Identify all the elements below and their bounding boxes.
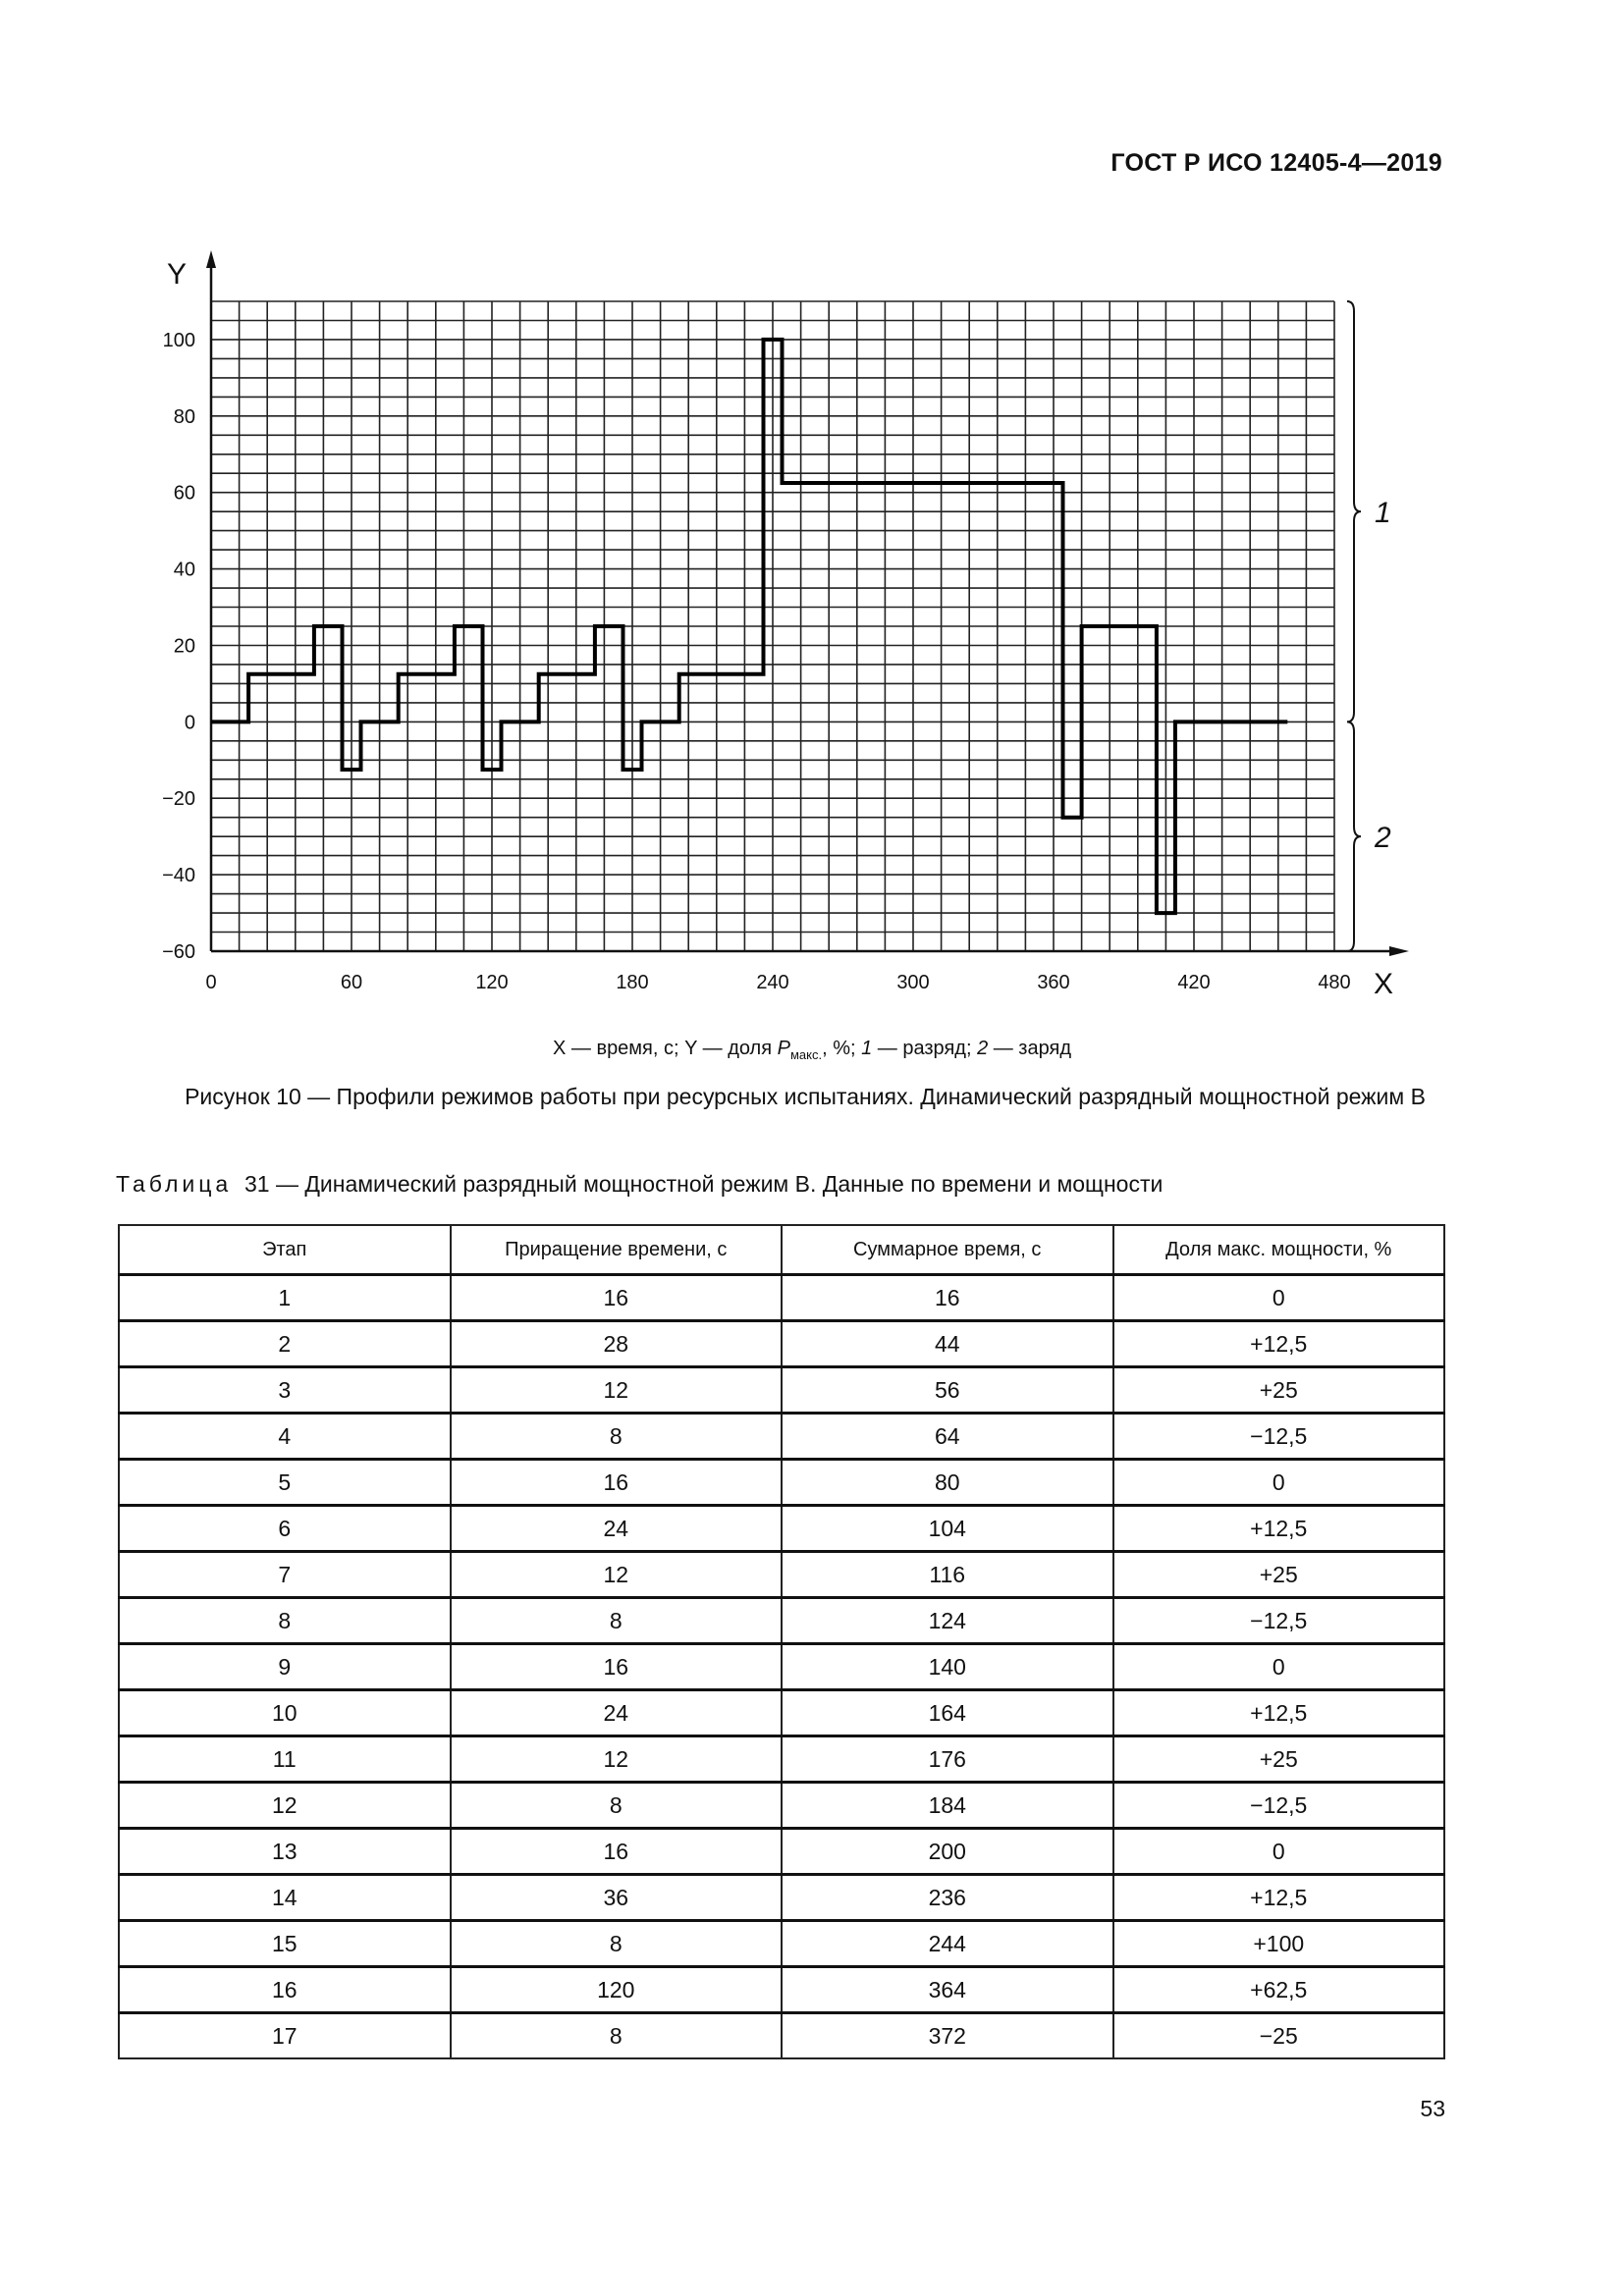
y-tick-label: −60: [162, 941, 195, 963]
y-tick-label: 0: [184, 712, 195, 734]
x-tick-label: 480: [1318, 972, 1351, 993]
table-header-row: [119, 1225, 1444, 1275]
cell-total-time: 104: [782, 1506, 1113, 1552]
table-row: [119, 1460, 1444, 1506]
legend-number-1: 1: [861, 1038, 873, 1059]
cell-time-increment: 12: [451, 1736, 783, 1783]
table-row: [119, 1783, 1444, 1829]
cell-time-increment: 24: [451, 1690, 783, 1736]
cell-time-increment: 8: [451, 1921, 783, 1967]
cell-total-time: 124: [782, 1598, 1113, 1644]
y-tick-label: −40: [162, 865, 195, 887]
table-title-text: 31 — Динамический разрядный мощностной режим В. Данные по времени и мощности: [244, 1171, 1164, 1197]
cell-time-increment: 24: [451, 1506, 783, 1552]
annotation-label-1: 1: [1375, 497, 1391, 530]
cell-stage: 15: [119, 1921, 451, 1967]
cell-total-time: 64: [782, 1414, 1113, 1460]
cell-power-share: −12,5: [1113, 1414, 1445, 1460]
cell-total-time: 236: [782, 1875, 1113, 1921]
cell-time-increment: 36: [451, 1875, 783, 1921]
cell-time-increment: 8: [451, 1598, 783, 1644]
legend-number-2: 2: [977, 1038, 989, 1059]
cell-time-increment: 8: [451, 2013, 783, 2059]
table-row: [119, 1414, 1444, 1460]
cell-stage: 13: [119, 1829, 451, 1875]
cell-total-time: 184: [782, 1783, 1113, 1829]
cell-time-increment: 12: [451, 1552, 783, 1598]
table-row: [119, 1367, 1444, 1414]
y-tick-label: 80: [173, 405, 195, 428]
x-tick-label: 240: [756, 972, 789, 993]
header-power-share: Доля макс. мощности, %: [1113, 1225, 1445, 1275]
cell-time-increment: 16: [451, 1829, 783, 1875]
cell-power-share: 0: [1113, 1829, 1445, 1875]
y-tick-label: −20: [162, 788, 195, 811]
table-row: [119, 1921, 1444, 1967]
cell-total-time: 140: [782, 1644, 1113, 1690]
table-row: [119, 1321, 1444, 1367]
cell-stage: 11: [119, 1736, 451, 1783]
figure-legend: [0, 1038, 1624, 1062]
chart-grid: [211, 301, 1334, 951]
data-table: [118, 1224, 1445, 2059]
y-tick-label: 100: [162, 329, 195, 351]
cell-stage: 9: [119, 1644, 451, 1690]
cell-time-increment: 16: [451, 1275, 783, 1321]
cell-total-time: 80: [782, 1460, 1113, 1506]
x-tick-label: 360: [1037, 972, 1070, 993]
legend-units: , %;: [822, 1038, 862, 1059]
x-tick-label: 180: [616, 972, 649, 993]
cell-total-time: 164: [782, 1690, 1113, 1736]
cell-stage: 2: [119, 1321, 451, 1367]
cell-time-increment: 12: [451, 1367, 783, 1414]
x-tick-label: 300: [896, 972, 930, 993]
table-row: [119, 1690, 1444, 1736]
annotation-brace-1: [1347, 301, 1361, 721]
cell-stage: 4: [119, 1414, 451, 1460]
table-row: [119, 1275, 1444, 1321]
annotation-label-2: 2: [1375, 822, 1391, 855]
cell-time-increment: 28: [451, 1321, 783, 1367]
power-profile-chart: [0, 0, 1624, 1021]
cell-power-share: +25: [1113, 1552, 1445, 1598]
legend-axes: X — время, с; Y — доля: [552, 1038, 778, 1059]
cell-total-time: 16: [782, 1275, 1113, 1321]
cell-power-share: +25: [1113, 1736, 1445, 1783]
cell-total-time: 44: [782, 1321, 1113, 1367]
cell-power-share: +12,5: [1113, 1506, 1445, 1552]
cell-stage: 6: [119, 1506, 451, 1552]
table-row: [119, 1736, 1444, 1783]
table-body: [119, 1275, 1444, 2059]
y-tick-label: 20: [173, 635, 195, 658]
cell-total-time: 200: [782, 1829, 1113, 1875]
table-label: Таблица: [116, 1171, 233, 1197]
cell-time-increment: 16: [451, 1644, 783, 1690]
header-time-increment: Приращение времени, с: [451, 1225, 783, 1275]
legend-discharge: — разряд;: [872, 1038, 978, 1059]
cell-stage: 8: [119, 1598, 451, 1644]
cell-power-share: −12,5: [1113, 1598, 1445, 1644]
x-tick-label: 0: [205, 972, 217, 993]
table-row: [119, 1644, 1444, 1690]
cell-stage: 5: [119, 1460, 451, 1506]
x-tick-label: 120: [475, 972, 509, 993]
header-stage: Этап: [119, 1225, 451, 1275]
cell-total-time: 56: [782, 1367, 1113, 1414]
table-title: [116, 1171, 1163, 1198]
cell-stage: 14: [119, 1875, 451, 1921]
cell-total-time: 116: [782, 1552, 1113, 1598]
cell-total-time: 244: [782, 1921, 1113, 1967]
table-row: [119, 1552, 1444, 1598]
x-axis-label: X: [1373, 968, 1394, 1000]
table-row: [119, 1598, 1444, 1644]
y-axis-arrow: [206, 250, 216, 268]
cell-stage: 16: [119, 1967, 451, 2013]
document-header: ГОСТ Р ИСО 12405-4—2019: [1110, 149, 1442, 177]
cell-power-share: +12,5: [1113, 1690, 1445, 1736]
figure-caption: Рисунок 10 — Профили режимов работы при ресурсных испытаниях. Динамический разрядный мощностной режим В: [185, 1084, 1426, 1109]
cell-power-share: +25: [1113, 1367, 1445, 1414]
cell-time-increment: 8: [451, 1783, 783, 1829]
cell-power-share: 0: [1113, 1644, 1445, 1690]
cell-power-share: +12,5: [1113, 1321, 1445, 1367]
cell-time-increment: 8: [451, 1414, 783, 1460]
cell-power-share: −12,5: [1113, 1783, 1445, 1829]
table-row: [119, 1829, 1444, 1875]
cell-stage: 12: [119, 1783, 451, 1829]
table-row: [119, 1506, 1444, 1552]
legend-p-symbol: P: [777, 1038, 790, 1059]
cell-total-time: 364: [782, 1967, 1113, 2013]
cell-power-share: −25: [1113, 2013, 1445, 2059]
cell-total-time: 372: [782, 2013, 1113, 2059]
y-tick-label: 60: [173, 482, 195, 505]
x-axis-arrow: [1389, 946, 1409, 956]
cell-total-time: 176: [782, 1736, 1113, 1783]
cell-power-share: +62,5: [1113, 1967, 1445, 2013]
y-axis-label: Y: [166, 258, 188, 291]
cell-stage: 7: [119, 1552, 451, 1598]
y-tick-label: 40: [173, 559, 195, 581]
cell-power-share: +100: [1113, 1921, 1445, 1967]
cell-stage: 1: [119, 1275, 451, 1321]
table-row: [119, 1875, 1444, 1921]
cell-stage: 17: [119, 2013, 451, 2059]
cell-stage: 3: [119, 1367, 451, 1414]
legend-charge: — заряд: [988, 1038, 1071, 1059]
cell-power-share: 0: [1113, 1275, 1445, 1321]
table-row: [119, 2013, 1444, 2059]
page-number: 53: [1420, 2096, 1445, 2121]
cell-stage: 10: [119, 1690, 451, 1736]
cell-time-increment: 16: [451, 1460, 783, 1506]
cell-power-share: 0: [1113, 1460, 1445, 1506]
annotation-brace-2: [1347, 721, 1361, 951]
cell-time-increment: 120: [451, 1967, 783, 2013]
x-tick-label: 60: [340, 972, 363, 993]
cell-power-share: +12,5: [1113, 1875, 1445, 1921]
header-total-time: Суммарное время, с: [782, 1225, 1113, 1275]
legend-p-subscript: макс.: [789, 1047, 823, 1062]
table-row: [119, 1967, 1444, 2013]
x-tick-label: 420: [1177, 972, 1211, 993]
